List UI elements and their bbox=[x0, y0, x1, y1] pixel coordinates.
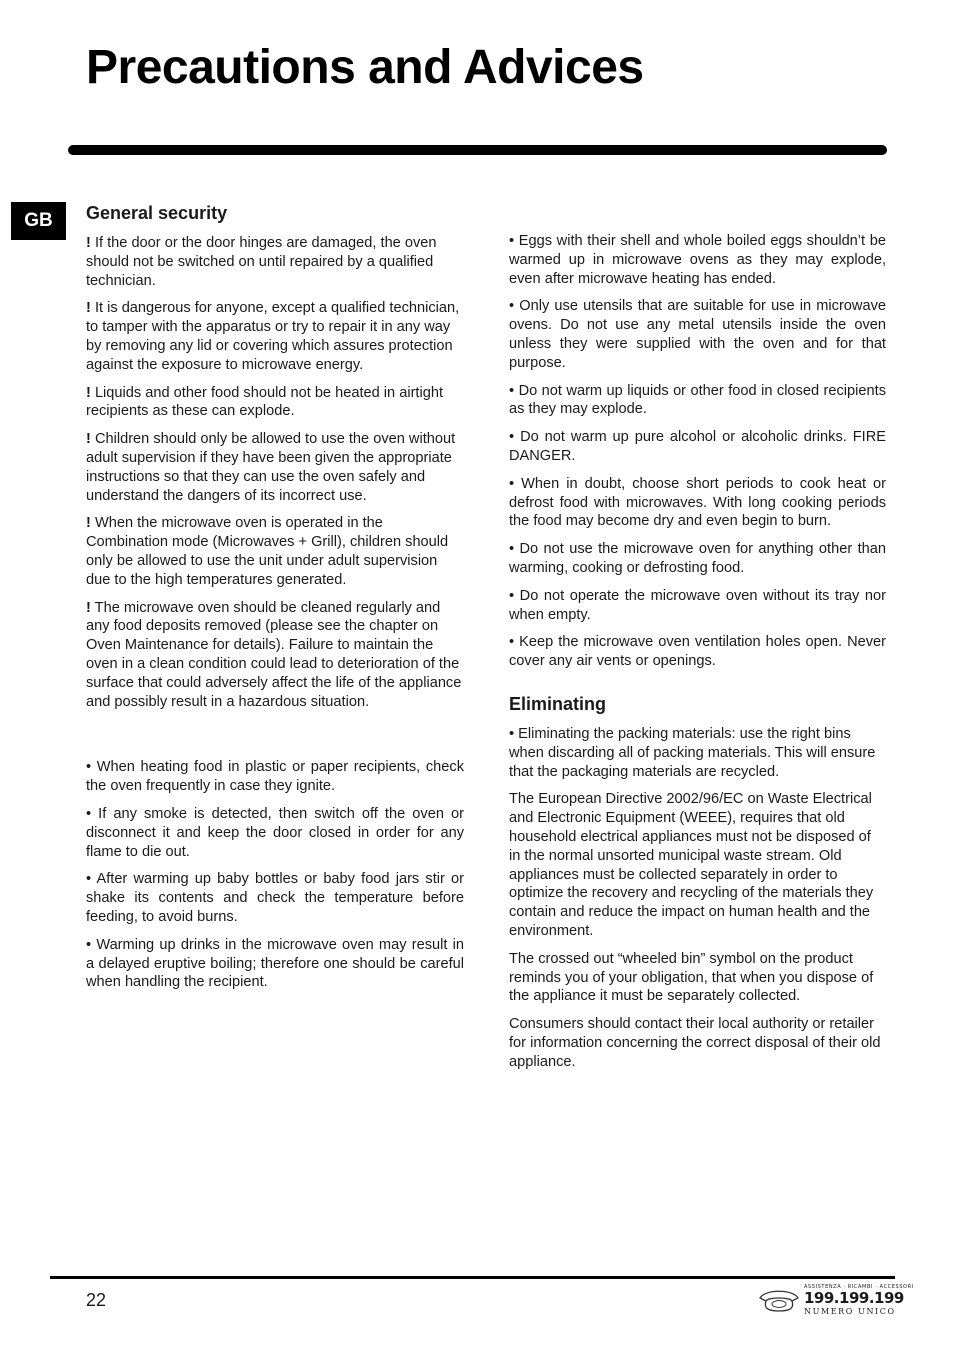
general-security-heading: General security bbox=[86, 203, 228, 223]
eliminating-paragraph: • Eliminating the packing materials: use the right bins when discarding all of packing materials. This will ensure that the packaging materials are recycled. bbox=[509, 725, 876, 780]
eliminating-paragraph: Consumers should contact their local authority or retailer for information concerning the correct disposal of their old appliance. bbox=[509, 1016, 881, 1070]
warning-icon: ! bbox=[86, 515, 91, 532]
footer-divider bbox=[50, 1276, 895, 1279]
bullet-item: • Keep the microwave oven ventilation holes open. Never cover any air vents or openings. bbox=[509, 634, 886, 670]
page-title: Precautions and Advices bbox=[86, 41, 644, 94]
warning-item: ! When the microwave oven is operated in the Combination mode (Microwaves + Grill), children should only be allowed to use the unit under adult supervision due to the high temperatures generated. bbox=[86, 515, 449, 588]
warning-icon: ! bbox=[86, 599, 91, 616]
bullet-item: • If any smoke is detected, then switch off the oven or disconnect it and keep the door closed in order for any flame to die out. bbox=[86, 805, 464, 860]
bullet-item: • Do not warm up pure alcohol or alcoholic drinks. FIRE DANGER. bbox=[509, 429, 886, 464]
left-column bbox=[86, 202, 464, 1001]
page-number: 22 bbox=[86, 1290, 107, 1310]
warning-icon: ! bbox=[86, 384, 91, 401]
right-column bbox=[509, 232, 886, 1080]
logo-tagline: ASSISTENZA · RICAMBI · ACCESSORI bbox=[804, 1284, 914, 1290]
bullet-item: • Only use utensils that are suitable for use in microwave ovens. Do not use any metal utensils inside the oven unless they were supplied with the oven and for that purpose. bbox=[509, 298, 886, 371]
warning-icon: ! bbox=[86, 300, 91, 317]
bullet-item: • Eggs with their shell and whole boiled eggs shouldn’t be warmed up in microwave ovens as they may explode, even after microwave heating has ended. bbox=[509, 233, 886, 287]
bullet-item: • Do not use the microwave oven for anything other than warming, cooking or defrosting food. bbox=[509, 541, 886, 576]
section-spacer bbox=[86, 720, 464, 758]
logo-phone-number: 199.199.199 bbox=[804, 1289, 904, 1307]
telephone-icon bbox=[757, 1286, 801, 1314]
warning-item: ! The microwave oven should be cleaned regularly and any food deposits removed (please see the chapter on Oven Maintenance for details). Failure to maintain the oven in a clean condition could lead to deterioration of the surface that could adversely affect the life of the appliance and possibly result in a hazardous situation. bbox=[86, 599, 462, 710]
warning-icon: ! bbox=[86, 235, 91, 251]
logo-subtitle: NUMERO UNICO bbox=[804, 1307, 896, 1316]
eliminating-paragraph: The crossed out “wheeled bin” symbol on the product reminds you of your obligation, that when you dispose of the appliance it must be separately collected. bbox=[509, 950, 874, 1005]
warning-icon: ! bbox=[86, 431, 91, 448]
warning-item: ! If the door or the door hinges are damaged, the oven should not be switched on until repaired by a qualified technician. bbox=[86, 235, 437, 289]
service-number-logo bbox=[757, 1284, 914, 1318]
bullet-item: • When in doubt, choose short periods to cook heat or defrost food with microwaves. With long cooking periods the food may become dry and even begin to burn. bbox=[509, 475, 886, 530]
warning-item: ! Liquids and other food should not be heated in airtight recipients as these can explode. bbox=[86, 384, 444, 420]
bullet-item: • Warming up drinks in the microwave oven may result in a delayed eruptive boiling; therefore one should be careful when handling the recipient. bbox=[86, 936, 464, 991]
bullet-item: • Do not operate the microwave oven without its tray nor when empty. bbox=[509, 587, 886, 623]
bullet-item: • Do not warm up liquids or other food in closed recipients as they may explode. bbox=[509, 382, 886, 418]
bullet-item: • After warming up baby bottles or baby food jars stir or shake its contents and check the temperature before feeding, to avoid burns. bbox=[86, 871, 464, 925]
warning-item: ! It is dangerous for anyone, except a qualified technician, to tamper with the apparatus or try to repair it in any way by removing any lid or covering which assures protection against the exposure to microwave energy. bbox=[86, 300, 460, 373]
eliminating-heading: Eliminating bbox=[509, 693, 607, 714]
eliminating-paragraph: The European Directive 2002/96/EC on Waste Electrical and Electronic Equipment (WEEE), requires that old household electrical appliances must not be disposed of in the normal unsorted municipal waste stream. Old appliances must be collected separately in order to optimize the recovery and recycling of the materials they contain and reduce the impact on human health and the environment. bbox=[509, 791, 874, 939]
warning-item: ! Children should only be allowed to use the oven without adult supervision if they have been given the appropriate instructions so that they can use the oven safely and understand the dangers of its incorrect use. bbox=[86, 431, 456, 504]
language-tab: GB bbox=[11, 202, 66, 240]
title-divider bbox=[68, 145, 887, 155]
bullet-item: • When heating food in plastic or paper recipients, check the oven frequently in case they ignite. bbox=[86, 759, 464, 795]
